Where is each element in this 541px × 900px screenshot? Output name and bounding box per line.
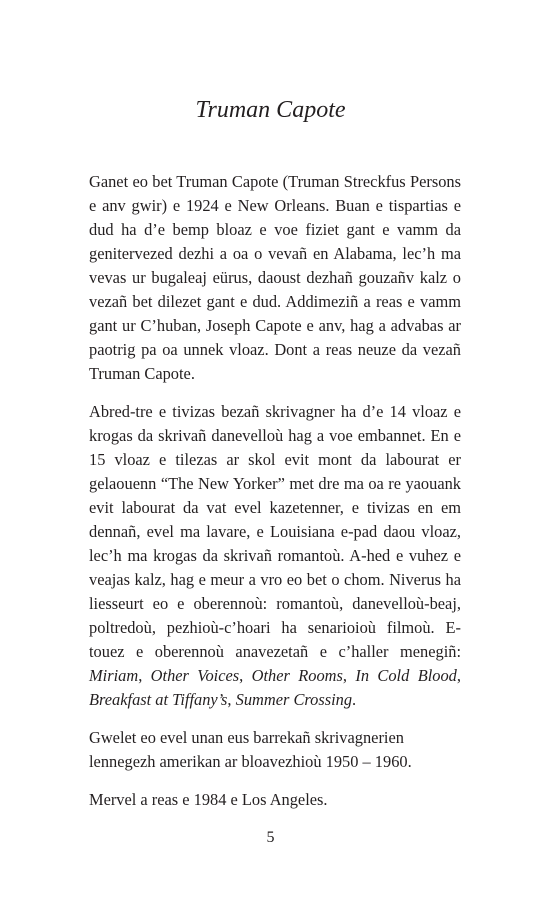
page-title: Truman Capote [195, 97, 346, 123]
work-title: Other Voices [150, 666, 240, 685]
paragraph-death: Mervel a reas e 1984 e Los Angeles. [89, 790, 328, 809]
work-title: Summer Crossing [235, 690, 353, 709]
paragraph-birth: Ganet eo bet Truman Capote (Truman Streckfus Persons e anv gwir) e 1924 e New Orleans. Buan e tispartias e dud ha d’e bemp bloaz e voe fiziet gant e vamm da genitervezed dezhi a oa o vevañ en Alabama, lec’h ma vevas ur bugaleaj eürus, daoust dezhañ gouzañv kalz o vezañ bet dilezet gant e dud. Addimeziñ a reas e vamm gant ur C’huban, Joseph Capote e anv, hag a advabas ar paotrig pa oa unnek vloaz. Dont a reas neuze da vezañ Truman Capote. [89, 172, 461, 383]
work-title: Miriam [89, 666, 139, 685]
career-text: Abred-tre e tivizas bezañ skrivagner ha d’e 14 vloaz e krogas da skrivañ danevelloù hag a voe embannet. En e 15 vloaz e tilezas ar skol evit mont da labourat er gelaouenn “The New Yorker” met dre ma oa re yaouank evit labourat da vat evel kazetenner, e tivizas en em dennañ, evel ma lavare, e Louisiana e-pad daou vloaz, lec’h ma krogas da skrivañ romantoù. A-hed e vuhez e veajas kalz, hag e meur a vro eo bet o chom. Niverus ha liesseurt eo e oberennoù: romantoù, danevelloù-beaj, poltredoù, pezhioù-c’hoari ha senarioioù filmoù. E-touez e oberennoù anavezetañ e c’haller menegiñ: [89, 402, 461, 661]
work-title: Other Rooms [251, 666, 343, 685]
page-number: 5 [266, 829, 275, 846]
work-title: In Cold Blood [355, 666, 457, 685]
paragraph-career: Abred-tre e tivizas bezañ skrivagner ha d’e 14 vloaz e krogas da skrivañ danevelloù hag a voe embannet. En e 15 vloaz e tilezas ar skol evit mont da labourat er gelaouenn “The New Yorker” met dre ma oa re yaouank evit labourat da vat evel kazetenner, e tivizas en em dennañ, evel ma lavare, e Louisiana e-pad daou vloaz, lec’h ma krogas da skrivañ romantoù. A-hed e vuhez e veajas kalz, hag e meur a vro eo bet o chom. Niverus ha liesseurt eo e oberennoù: romantoù, danevelloù-beaj, poltredoù, pezhioù-c’hoari ha senarioioù filmoù. E-touez e oberennoù anavezetañ e c’haller menegiñ: Miriam, Other Voices, Other Rooms, In Cold Blood, Breakfast at Tiffany’s, Summer Crossing. [89, 402, 461, 709]
work-title: Breakfast at Tiffany’s [89, 690, 228, 709]
biography-text [89, 170, 461, 826]
paragraph-reputation: Gwelet eo evel unan eus barrekañ skrivagnerien lennegezh amerikan ar bloavezhioù 1950 – 1960. [89, 728, 412, 771]
